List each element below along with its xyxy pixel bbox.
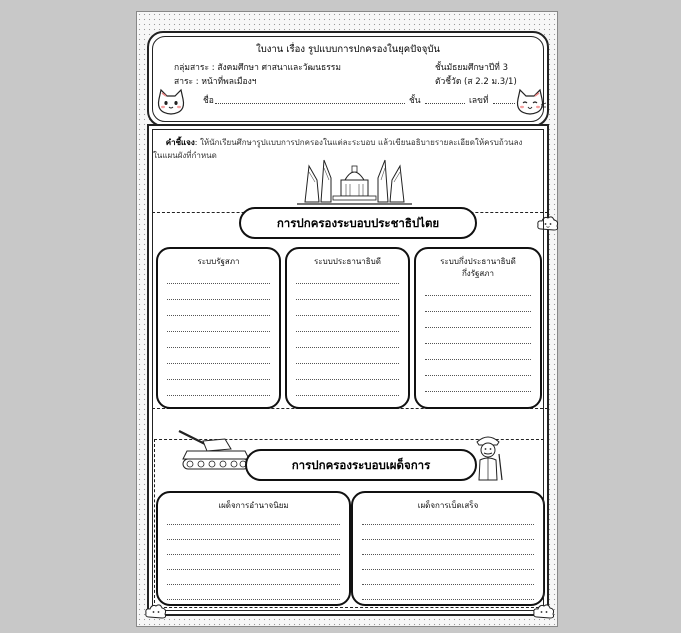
name-field[interactable] bbox=[215, 103, 405, 104]
strand-label: สาระ : หน้าที่พลเมืองฯ bbox=[174, 77, 257, 87]
cloud-face-icon bbox=[533, 603, 555, 621]
presidential-system-box[interactable] bbox=[285, 247, 410, 409]
totalitarian-box[interactable] bbox=[351, 491, 545, 606]
totalitarian-title: เผด็จการเบ็ดเสร็จ bbox=[417, 501, 479, 510]
authoritarian-box[interactable] bbox=[156, 491, 351, 606]
dictatorship-section-title: การปกครองระบอบเผด็จการ bbox=[245, 449, 477, 481]
cloud-face-icon bbox=[145, 603, 167, 621]
answer-lines[interactable] bbox=[425, 295, 531, 407]
cloud-face-icon bbox=[537, 214, 559, 234]
class-field[interactable] bbox=[425, 103, 465, 104]
header-box bbox=[147, 31, 549, 127]
semi-presidential-title-line1: ระบบกึ่งประธานาธิบดี bbox=[440, 257, 516, 266]
answer-lines[interactable] bbox=[167, 283, 270, 411]
dictator-character-icon bbox=[471, 432, 505, 482]
authoritarian-title: เผด็จการอำนาจนิยม bbox=[218, 501, 289, 510]
worksheet-body bbox=[147, 124, 549, 616]
cat-mascot-right-icon bbox=[512, 87, 548, 117]
number-label: เลขที่ bbox=[469, 96, 489, 106]
semi-presidential-title-line2: กึ่งรัฐสภา bbox=[461, 269, 495, 278]
worksheet-page bbox=[136, 11, 558, 627]
instructions-text: : ให้นักเรียนศึกษารูปแบบการปกครองในแต่ละระบอบ แล้วเขียนอธิบายรายละเอียดให้ครบถ้วนลง bbox=[194, 138, 523, 147]
grade-label: ชั้นมัธยมศึกษาปีที่ 3 bbox=[435, 63, 508, 73]
name-label: ชื่อ bbox=[203, 96, 214, 106]
democracy-monument-icon bbox=[297, 156, 412, 208]
answer-lines[interactable] bbox=[296, 283, 399, 411]
instructions-text-2: ในแผนผังที่กำหนด bbox=[153, 151, 217, 160]
indicator-label: ตัวชี้วัด (ส 2.2 ม.3/1) bbox=[435, 77, 517, 87]
answer-lines[interactable] bbox=[167, 524, 340, 614]
semi-presidential-system-title bbox=[416, 249, 540, 280]
presidential-system-title: ระบบประธานาธิบดี bbox=[314, 257, 381, 266]
semi-presidential-system-box[interactable] bbox=[414, 247, 542, 409]
answer-lines[interactable] bbox=[362, 524, 534, 614]
cat-mascot-left-icon bbox=[153, 87, 189, 117]
instructions-label: คำชี้แจง bbox=[165, 138, 195, 147]
class-label: ชั้น bbox=[409, 96, 421, 106]
democracy-section-title: การปกครองระบอบประชาธิปไตย bbox=[239, 207, 477, 239]
subject-label: กลุ่มสาระ : สังคมศึกษา ศาสนาและวัฒนธรรม bbox=[174, 63, 341, 73]
parliamentary-system-box[interactable] bbox=[156, 247, 281, 409]
worksheet-title: ใบงาน เรื่อง รูปแบบการปกครองในยุคปัจจุบัน bbox=[256, 44, 440, 55]
parliamentary-system-title: ระบบรัฐสภา bbox=[197, 257, 240, 266]
